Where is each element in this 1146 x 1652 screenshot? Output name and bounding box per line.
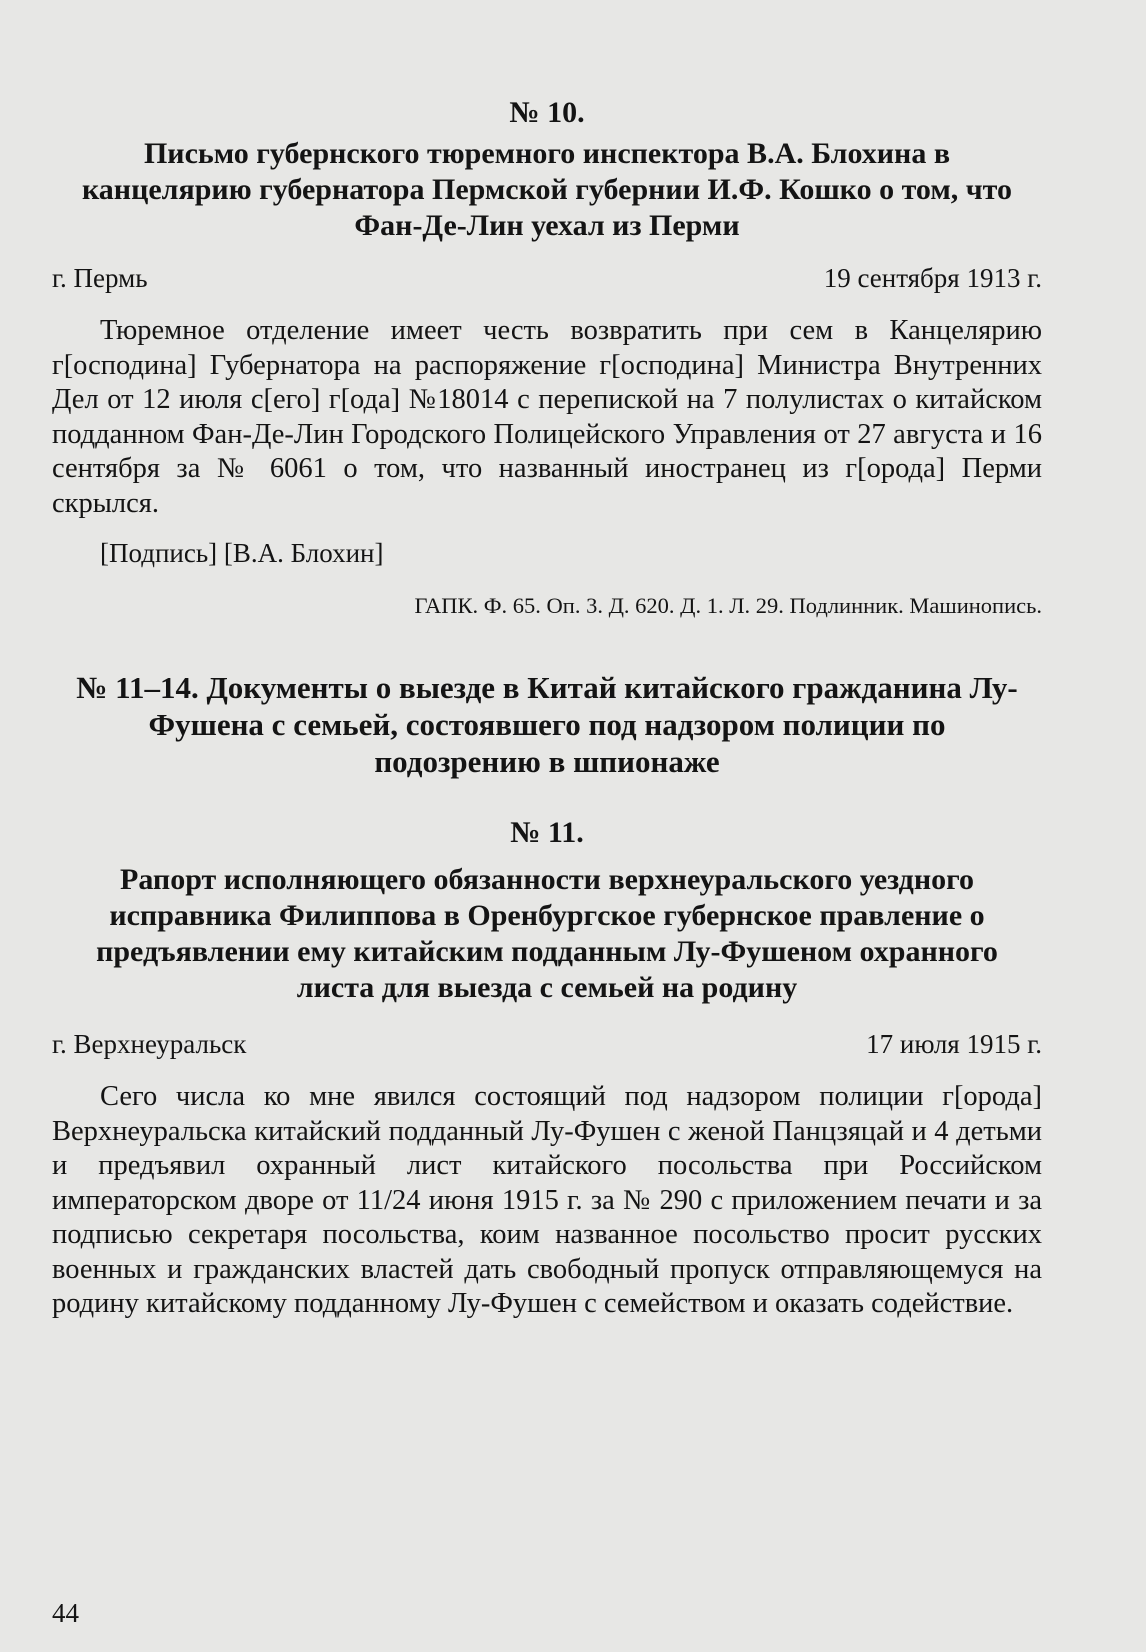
doc10-date: 19 сентября 1913 г. xyxy=(823,263,1042,293)
doc10-place: г. Пермь xyxy=(52,263,148,293)
doc10-place-date xyxy=(52,262,1042,294)
doc10-number: № 10. xyxy=(509,96,585,129)
doc11-body: Сего числа ко мне явился состоящий под надзором полиции г[орода] Верхнеуральска китайский подданный Лу-Фушен с женой Панцзяцай и 4 детьми и предъявил охранный лист китайского посольства при Российском императорском дворе от 11/24 июня 1915 г. за № 290 с приложением печати и за подписью секретаря посольства, коим названное посольство просит русских военных и гражданских властей дать свободный пропуск отправляющемуся на родину китайскому подданному Лу-Фушен с семейством и оказать содействие. xyxy=(52,1081,1042,1319)
doc11-place: г. Верхнеуральск xyxy=(52,1029,247,1059)
doc10-body: Тюремное отделение имеет честь возвратить при сем в Канцелярию г[осподина] Губернатора на распоряжение г[осподина] Министра Внутренних Дел от 12 июля с[его] г[ода] №18014 с перепиской на 7 полулистах о китайском подданном Фан-Де-Лин Городского Полицейского Управления от 27 августа и 16 сентября за № 6061 о том, что названный иностранец из г[орода] Перми скрылся. xyxy=(52,315,1042,519)
doc10-source: ГАПК. Ф. 65. Оп. 3. Д. 620. Д. 1. Л. 29. Подлинник. Машинопись. xyxy=(414,593,1042,618)
doc10-title: Письмо губернского тюремного инспектора В.А. Блохина в канцелярию губернатора Пермской губернии И.Ф. Кошко о том, что Фан-Де-Лин уехал из Перми xyxy=(81,137,1013,242)
doc11-date: 17 июля 1915 г. xyxy=(866,1029,1042,1059)
doc11-number: № 11. xyxy=(510,816,584,849)
doc11-place-date xyxy=(52,1028,1042,1060)
section-title: № 11–14. Документы о выезде в Китай китайского гражданина Лу-Фушена с семьей, состоявшего под надзором полиции по подозрению в шпионаже xyxy=(76,670,1018,779)
page-number: 44 xyxy=(52,1598,79,1628)
doc11-title: Рапорт исполняющего обязанности верхнеуральского уездного исправника Филиппова в Оренбургское губернское правление о предъявлении ему китайским подданным Лу-Фушеном охранного листа для выезда с семьей на родину xyxy=(96,863,998,1004)
page-column xyxy=(52,0,1042,1322)
doc10-signature: [Подпись] [В.А. Блохин] xyxy=(100,538,384,568)
